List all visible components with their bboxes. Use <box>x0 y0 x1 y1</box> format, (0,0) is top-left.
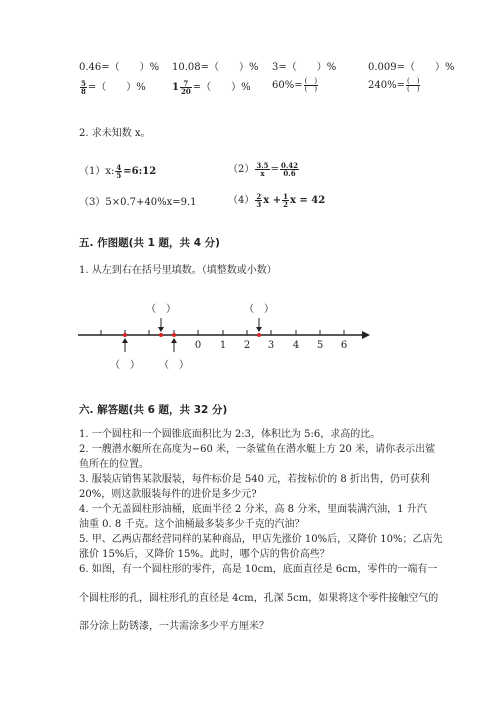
equation-1: （1）x: $\frac{4}{5}$ =6:12 <box>79 163 157 180</box>
problem-line: 个圆柱形的孔，圆柱形孔的直径是 4cm，孔深 5cm，如果将这个零件接触空气的 <box>79 593 439 604</box>
problem-line: 1. 一个圆柱和一个圆锥底面积比为 2:3，体积比为 5:6，求高的比。 <box>79 429 381 440</box>
answer-bracket: （ ） <box>110 360 140 371</box>
arrow-down-icon <box>256 327 262 332</box>
arrow-right-icon <box>362 331 370 339</box>
question-2-title: 2. 求未知数 x。 <box>79 128 151 139</box>
equation-2: （2） $\frac{3.5}{x}$ = $\frac{0.42}{0.6}$ <box>228 161 299 178</box>
tick-label: 5 <box>316 340 324 351</box>
answer-bracket: （ ） <box>159 360 189 371</box>
equation-3: （3）5×0.7+40%x=9.1 <box>79 197 197 208</box>
section-6-heading: 六. 解答题(共 6 题，共 32 分) <box>79 404 228 416</box>
problem-line: 5. 甲、乙两店都经营同样的某种商品，甲店先涨价 10%后，又降价 10%；乙店先 <box>79 534 443 545</box>
problem-line: 油重 0. 8 千克。这个油桶最多装多少千克的汽油？ <box>79 519 305 530</box>
fill-240pct: 240%= $\frac{( )}{( )}$ <box>368 77 420 93</box>
question-5-1: 1. 从左到右在括号里填数。（填整数或小数） <box>79 265 277 276</box>
answer-bracket: （ ） <box>146 304 176 315</box>
point-red <box>123 333 127 337</box>
fill-0.009: 0.009=（ ）% <box>368 62 455 73</box>
problem-line: 2. 一艘潜水艇所在高度为−60 米，一条鲨鱼在潜水艇上方 20 米，请你表示出鲨 <box>79 444 436 455</box>
arrow-up-icon <box>122 338 128 343</box>
tick-label: 2 <box>243 340 251 351</box>
point-red <box>172 333 176 337</box>
tick-label: 3 <box>267 340 275 351</box>
fill-3: 3=（ ）% <box>272 62 337 73</box>
fill-0.46: 0.46=（ ）% <box>79 62 160 73</box>
problem-line: 6. 如图，有一个圆柱形的零件，高是 10cm，底面直径是 6cm，零件的一端有一 <box>79 564 438 575</box>
fill-10.08: 10.08=（ ）% <box>172 62 259 73</box>
arrow-up-icon <box>171 338 177 343</box>
tick-label: 1 <box>219 340 227 351</box>
section-5-heading: 五. 作图题(共 1 题，共 4 分) <box>79 237 220 249</box>
problem-line: 部分涂上防锈漆，一共需涂多少平方厘米？ <box>79 621 269 632</box>
equation-4: （4） $\frac{2}{3}$ x + $\frac{1}{2}$ x = 42 <box>228 192 326 209</box>
fill-60pct: 60%= $\frac{( )}{( )}$ <box>272 77 318 93</box>
problem-line: 涨价 15%后，又降价 15%。此时，哪个店的售价高些？ <box>79 549 330 560</box>
problem-line: 鱼所在的位置。 <box>79 459 149 470</box>
point-red <box>257 333 261 337</box>
tick-label: 4 <box>292 340 300 351</box>
tick-label: 0 <box>194 340 202 351</box>
problem-line: 3. 服装店销售某款服装，每件标价是 540 元，若按标价的 8 折出售，仍可获利 <box>79 474 430 485</box>
tick-label: 6 <box>340 340 348 351</box>
arrow-down-icon <box>158 327 164 332</box>
problem-line: 4. 一个无盖圆柱形油桶，底面半径 2 分米，高 8 分米，里面装满汽油，1 升汽 <box>79 504 427 515</box>
number-line <box>70 298 370 373</box>
point-red <box>159 333 163 337</box>
fill-1-7-20: 1 $\frac{7}{20}$ =（ ）% <box>172 79 251 96</box>
problem-line: 20%，则这款服装每件的进价是多少元? <box>79 489 257 500</box>
fill-5-8: $\frac{5}{8}$ =（ ）% <box>81 79 146 96</box>
answer-bracket: （ ） <box>244 304 274 315</box>
